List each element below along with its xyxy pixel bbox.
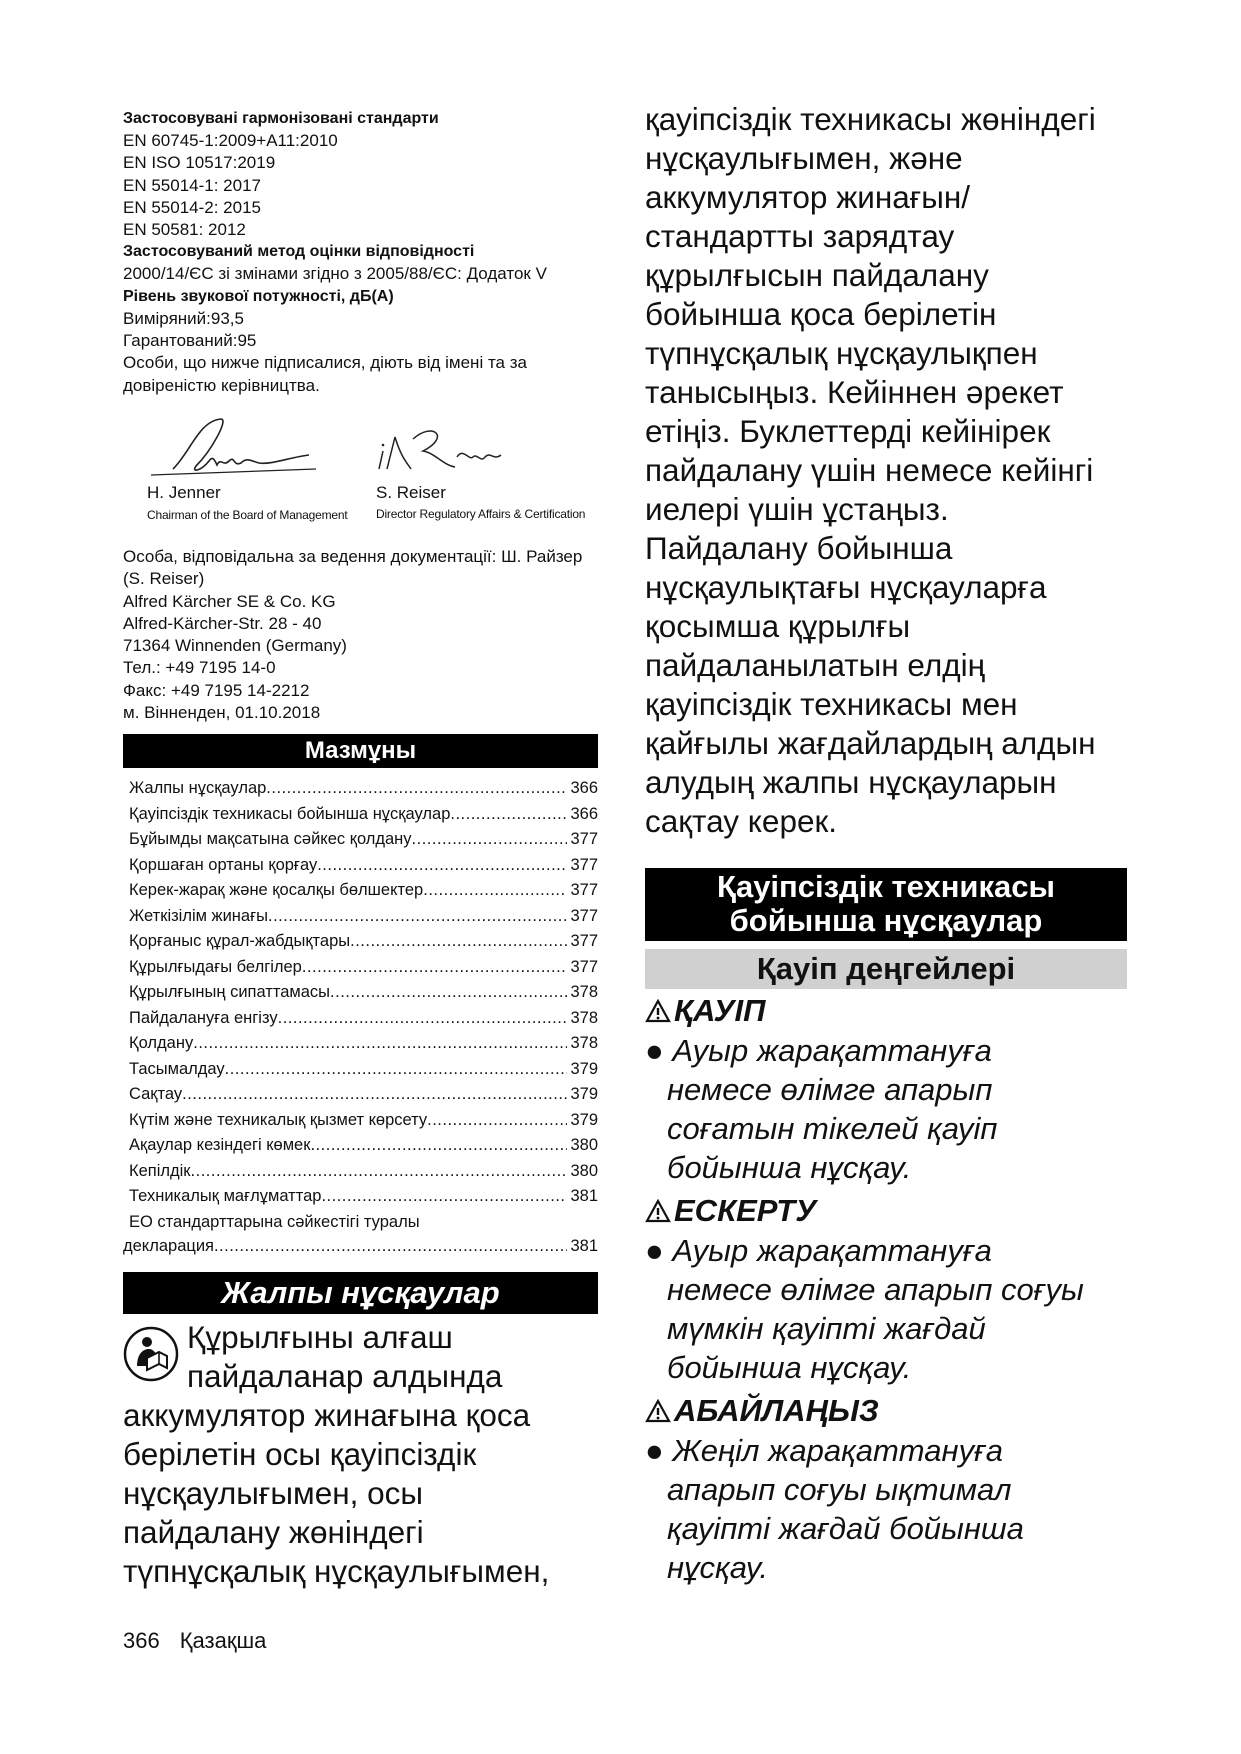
warning-triangle-icon <box>645 1399 671 1423</box>
toc-item[interactable]: Күтім және техникалық қызмет көрсету ..... 379 <box>123 1108 598 1134</box>
signature-jenner <box>151 411 321 481</box>
cont-line: сақтау керек. <box>645 803 838 839</box>
table-of-contents <box>123 776 598 1258</box>
cont-line: пайдалану үшін немесе кейінгі <box>645 452 1094 488</box>
page-footer <box>123 1628 286 1654</box>
cont-line: нұсқаулығымен, және <box>645 140 963 176</box>
signer2-role: Director Regulatory Affairs & Certification <box>376 506 586 521</box>
cont-line: танысыңыз. Кейіннен әрекет <box>645 374 1064 410</box>
left-column <box>123 108 598 1591</box>
sound-measured: Виміряний:93,5 <box>123 308 244 328</box>
toc-item[interactable]: Құрылғыдағы белгілер ..... 377 <box>123 955 598 981</box>
standard-item: EN 60745-1:2009+A11:2010 <box>123 131 338 150</box>
cont-line: қауіпсіздік техникасы мен <box>645 686 1018 722</box>
cont-line: қосымша құрылғы <box>645 608 911 644</box>
cont-line: бойынша қоса берілетін <box>645 296 997 332</box>
warning-danger: ҚАУІП ● Ауыр жарақаттануға немесе өлімге апарып соғатын тікелей қауіп бойынша нұсқау. <box>645 993 998 1185</box>
warning-heading: ҚАУІП <box>674 993 766 1028</box>
cont-line: иелері үшін ұстаңыз. <box>645 491 949 527</box>
toc-item[interactable]: Қорғаныс құрал-жабдықтары ..... 377 <box>123 929 598 955</box>
toc-title: Мазмұны <box>123 734 598 768</box>
toc-item[interactable]: Бұйымды мақсатына сәйкес қолдану ..... 377 <box>123 827 598 853</box>
toc-item[interactable]: Техникалық мағлұматтар ..... 381 <box>123 1184 598 1210</box>
warning-heading: ЕСКЕРТУ <box>674 1193 817 1228</box>
cont-line: Пайдалану бойынша <box>645 530 953 566</box>
right-column <box>645 100 1127 1591</box>
toc-item[interactable]: Керек-жарақ және қосалқы бөлшектер ..... 377 <box>123 878 598 904</box>
sound-heading: Рівень звукової потужності, дБ(A) <box>123 287 394 305</box>
cont-line: стандартты зарядтау <box>645 218 955 254</box>
cont-line: пайдаланылатын елдің <box>645 647 986 683</box>
intro-line: пайдаланар алдында <box>187 1357 503 1394</box>
warning-caution-severe: ЕСКЕРТУ ● Ауыр жарақаттануға немесе өлімге апарып соғуы мүмкін қауіпті жағдай бойынша нұсқау. <box>645 1193 1084 1385</box>
signers-note: Особи, що нижче підписалися, діють від імені та за довіреністю керівництва. <box>123 353 527 395</box>
cont-line: алудың жалпы нұсқауларын <box>645 764 1057 800</box>
signature-reiser <box>373 417 513 477</box>
contact-line: Alfred Kärcher SE & Co. KG <box>123 591 336 611</box>
toc-item[interactable]: Тасымалдау ..... 379 <box>123 1057 598 1083</box>
signer1-name: H. Jenner <box>147 482 221 502</box>
cont-line: етіңіз. Буклеттерді кейінірек <box>645 413 1051 449</box>
standards-heading: Застосовувані гармонізовані стандарти <box>123 110 439 127</box>
toc-item[interactable]: Ақаулар кезіндегі көмек ..... 380 <box>123 1133 598 1159</box>
contact-line: Тел.: +49 7195 14-0 <box>123 658 276 678</box>
intro-line: нұсқаулығымен, осы <box>123 1474 424 1511</box>
warning-heading: АБАЙЛАҢЫЗ <box>674 1393 879 1428</box>
standard-item: EN ISO 10517:2019 <box>123 153 276 173</box>
signer1-role: Chairman of the Board of Management <box>147 507 348 522</box>
cont-line: қайғылы жағдайлардың алдын <box>645 725 1096 761</box>
contact-line: Факс: +49 7195 14-2212 <box>123 680 310 700</box>
contact-line: 71364 Winnenden (Germany) <box>123 636 347 656</box>
cont-line: құрылғысын пайдалану <box>645 257 989 293</box>
standards-list <box>123 130 598 241</box>
warning-attention: АБАЙЛАҢЫЗ ● Жеңіл жарақаттануға апарып соғуы ықтимал қауіпті жағдай бойынша нұсқау. <box>645 1393 1024 1585</box>
general-intro <box>123 1318 598 1591</box>
toc-item[interactable]: Құрылғының сипаттамасы ..... 378 <box>123 980 598 1006</box>
sound-guaranteed: Гарантований:95 <box>123 331 257 351</box>
toc-item[interactable]: Қоршаған ортаны қорғау ..... 377 <box>123 853 598 879</box>
safety-title: Қауіпсіздік техникасы бойынша нұсқаулар <box>645 868 1127 941</box>
intro-line: пайдалану жөніндегі <box>123 1513 424 1550</box>
contact-line: м. Вінненден, 01.10.2018 <box>123 703 321 723</box>
standard-item: EN 55014-1: 2017 <box>123 175 261 195</box>
standard-item: EN 50581: 2012 <box>123 220 246 240</box>
toc-item[interactable]: Жалпы нұсқаулар ..... 366 <box>123 776 598 802</box>
contact-line: Особа, відповідальна за ведення документації: Ш. Райзер (S. Reiser) <box>123 546 583 589</box>
general-title: Жалпы нұсқаулар <box>123 1272 598 1314</box>
cont-line: қауіпсіздік техникасы жөніндегі <box>645 101 1096 137</box>
contact-block <box>123 546 598 724</box>
page-number: 366 <box>123 1628 160 1653</box>
toc-item[interactable]: Қауіпсіздік техникасы бойынша нұсқаулар ..... 366 <box>123 802 598 828</box>
intro-line: аккумулятор жинағына қоса <box>123 1396 531 1433</box>
intro-line: берілетін осы қауіпсіздік <box>123 1435 477 1472</box>
signer2-name: S. Reiser <box>376 482 446 502</box>
signatures <box>123 403 598 538</box>
intro-line: түпнұсқалық нұсқаулығымен, <box>123 1552 550 1589</box>
contact-line: Alfred-Kärcher-Str. 28 - 40 <box>123 613 322 633</box>
read-manual-icon <box>123 1326 179 1382</box>
standard-item: EN 55014-2: 2015 <box>123 197 261 217</box>
general-continuation <box>645 100 1127 841</box>
toc-item[interactable]: Қолдану ..... 378 <box>123 1031 598 1057</box>
cont-line: түпнұсқалық нұсқаулықпен <box>645 335 1038 371</box>
warning-triangle-icon <box>645 1199 671 1223</box>
cont-line: нұсқаулықтағы нұсқауларға <box>645 569 1047 605</box>
method-text: 2000/14/ЄС зі змінами згідно з 2005/88/ЄС: Додаток V <box>123 264 547 284</box>
intro-line: Құрылғыны алғаш <box>187 1318 453 1355</box>
cont-line: аккумулятор жинағын/ <box>645 179 971 215</box>
toc-item[interactable]: Пайдалануға енгізу ..... 378 <box>123 1006 598 1032</box>
toc-item[interactable]: Жеткізілім жинағы ..... 377 <box>123 904 598 930</box>
footer-language: Қазақша <box>179 1628 267 1653</box>
method-heading: Застосовуваний метод оцінки відповідності <box>123 243 475 261</box>
toc-item[interactable]: Кепілдік ..... 380 <box>123 1159 598 1185</box>
toc-item[interactable]: ЕО стандарттарына сәйкестігі туралы декларация ..... 381 <box>123 1210 598 1258</box>
hazard-levels-title: Қауіп деңгейлері <box>645 949 1127 989</box>
toc-item[interactable]: Сақтау ..... 379 <box>123 1082 598 1108</box>
warning-triangle-icon <box>645 999 671 1023</box>
